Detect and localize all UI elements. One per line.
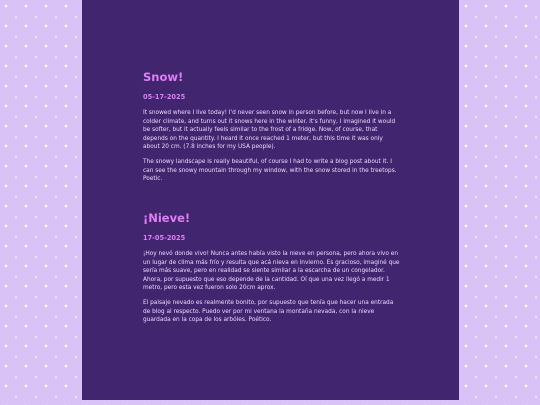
post-paragraph: ¡Hoy nevó donde vivo! Nunca antes había visto la nieve en persona, pero ahora vivo en un lugar de clima más frío y resulta que acá nieva en invierno. Es gracioso, imaginé que sería más suave, pero en realidad se siente similar a la escarcha de un congelador. Ahora, por supuesto que eso depende de la cantidad. Oí que una vez llegó a medir 1 metro, pero esta vez fueron solo 20cm aprox. — [143, 251, 400, 292]
post-paragraph: The snowy landscape is really beautiful, of course I had to write a blog post about it. I can see the snowy mountain through my window, with the snow stored in the treetops. Poetic. — [143, 158, 397, 183]
blog-post-spanish — [143, 211, 401, 331]
post-paragraph: El paisaje nevado es realmente bonito, por supuesto que tenía que hacer una entrada de blog al respecto. Puedo ver por mi ventana la montaña nevada, con la nieve guardada en la copa de los arbóles. Poético. — [143, 299, 394, 324]
blog-content-column — [82, 0, 459, 400]
post-date: 05-17-2025 — [143, 93, 186, 101]
post-paragraph: It snowed where I live today! I'd never seen snow in person before, but now I live in a colder climate, and turns out it snows here in the winter. It's funny, I imagined it would be softer, but it actually feels similar to the frost of a fridge. Now, of course, that depends on the quantity. I heard it once reached 1 meter, but this time it was only about 20 cm. (7.8 inches for my USA people). — [143, 110, 396, 151]
post-title: ¡Nieve! — [143, 211, 191, 225]
blog-post-english — [143, 70, 401, 190]
post-date: 17-05-2025 — [143, 234, 186, 242]
post-title: Snow! — [143, 70, 184, 84]
